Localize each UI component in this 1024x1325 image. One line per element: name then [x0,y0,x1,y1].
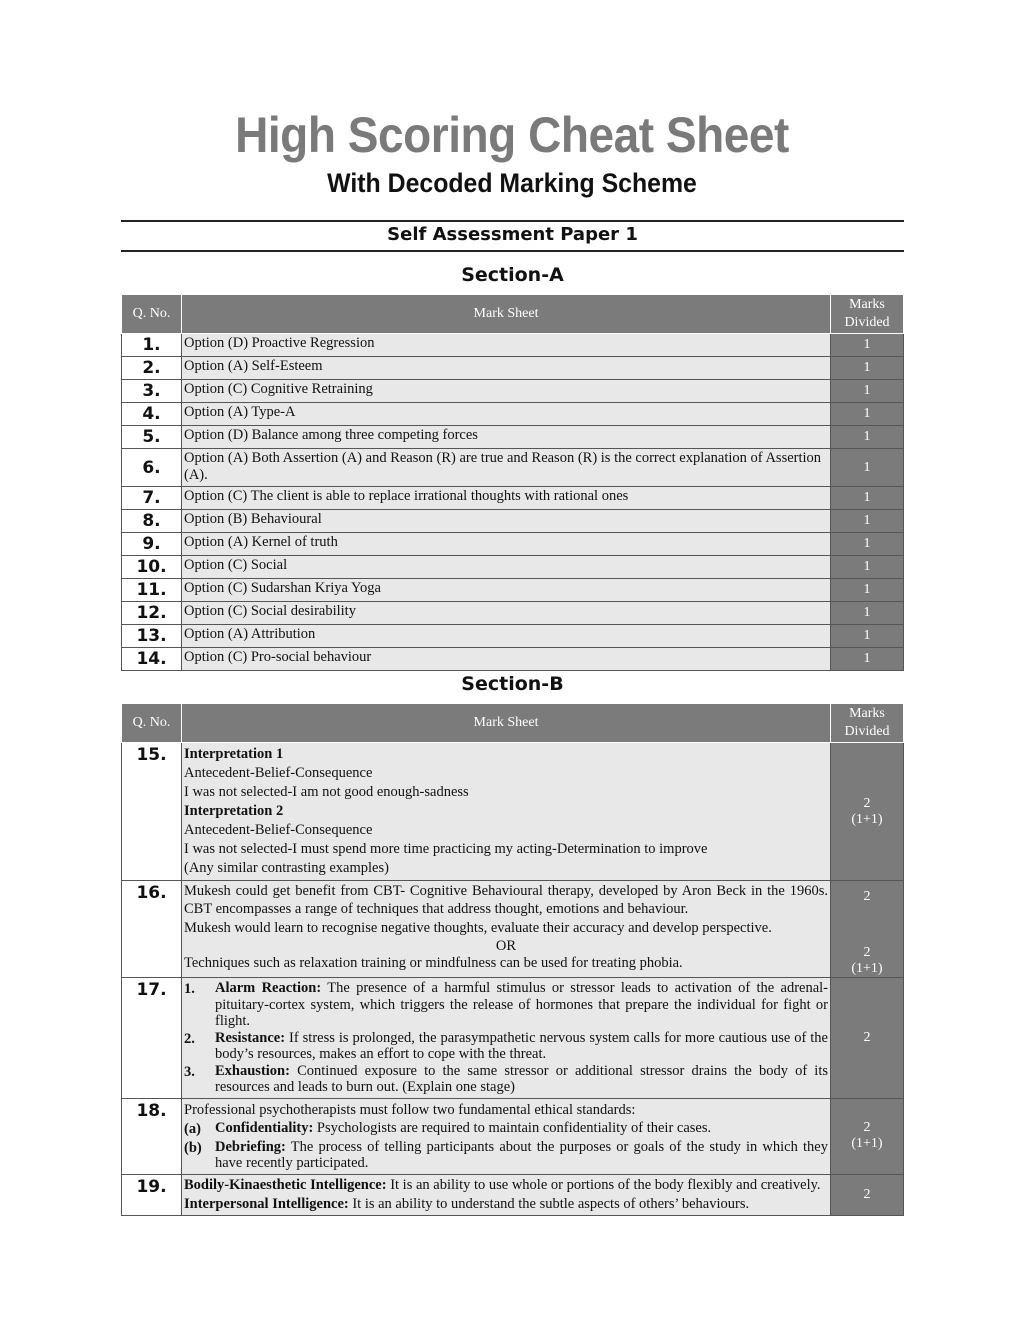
answer-cell [182,743,831,881]
list-item-marker: 3. [184,1063,195,1080]
question-number: 19. [122,1174,182,1215]
intelligence-text: It is an ability to understand the subtle aspects of others’ behaviours. [348,1195,750,1212]
qno-header: Q. No. [122,704,182,743]
answer-note: (Any similar contrasting examples) [184,860,389,876]
table-row [122,380,904,403]
marks-header [831,295,904,334]
question-number: 14. [122,648,182,671]
mark-sheet-header: Mark Sheet [182,704,831,743]
list-item-body: If stress is prolonged, the parasympathetic nervous system calls for more cautious use of the body’s resources, makes an effort to cope with the threat. [215,1029,828,1062]
list-item-text [215,1120,828,1139]
question-number: 6. [122,449,182,487]
list-item-heading: Exhaustion: [215,1062,290,1079]
mark-sheet-header: Mark Sheet [182,295,831,334]
intelligence-text: It is an ability to use whole or portions of the body flexibly and creatively. [386,1176,821,1193]
question-number: 1. [122,334,182,357]
table-row [122,334,904,357]
section-a-header-row [122,295,904,334]
table-row [122,357,904,380]
answer-text: Option (A) Type-A [182,403,831,426]
table-row [122,648,904,671]
marks-value: 2 [863,795,871,811]
question-number: 11. [122,579,182,602]
table-row [122,533,904,556]
table-row-q16 [122,881,904,978]
marks-value: 1 [831,380,904,403]
list-item-body: The process of telling participants about the purposes or goals of the study in which they have recently participated. [215,1138,828,1171]
table-row-q18 [122,1098,904,1174]
question-number: 2. [122,357,182,380]
marks-value: 1 [831,403,904,426]
list-item-text [215,1063,828,1096]
bottom-rule [121,250,904,252]
marks-value: 1 [831,625,904,648]
answer-paragraph [184,1177,828,1194]
list-item-text [215,1030,828,1063]
marks-value: 1 [831,533,904,556]
answer-text: Option (B) Behavioural [182,510,831,533]
table-row [122,579,904,602]
list-item [184,1139,828,1172]
marks-cell [831,1174,904,1215]
answer-paragraph: Mukesh would learn to recognise negative thoughts, evaluate their accuracy and develop perspective. [184,920,772,936]
page-subtitle: With Decoded Marking Scheme [327,168,697,198]
page-title: High Scoring Cheat Sheet [235,107,789,163]
answer-text: Option (D) Balance among three competing forces [182,426,831,449]
list-item-body: The presence of a harmful stimulus or stressor leads to activation of the adrenal-pituitary-cortex system, which triggers the release of hormones that prepare the individual for fight or flight. [215,980,829,1029]
marks-value: 1 [831,556,904,579]
answer-paragraph [184,1196,828,1213]
table-row [122,510,904,533]
answer-cell [182,978,831,1099]
answer-cell [182,1174,831,1215]
answer-text: Option (A) Kernel of truth [182,533,831,556]
list-item-heading: Confidentiality: [215,1119,314,1136]
table-row [122,602,904,625]
marks-value: 2 [863,945,871,960]
list-item-body: Continued exposure to the same stressor or additional stressor drains the body of its resources and leads to burn out. (Explain one stage) [215,1062,828,1095]
marks-value: 1 [831,449,904,487]
answer-text: Option (A) Self-Esteem [182,357,831,380]
paper-title: Self Assessment Paper 1 [387,224,638,245]
marks-cell [831,1098,904,1174]
standards-list [184,1120,828,1172]
answer-cell [182,1098,831,1174]
answer-line: Antecedent-Belief-Consequence [184,765,373,781]
answer-text: Option (C) Social desirability [182,602,831,625]
section-a-table [121,294,904,671]
marks-value: 1 [831,579,904,602]
question-number: 12. [122,602,182,625]
list-item [184,1120,828,1139]
table-row [122,487,904,510]
marks-cell [831,743,904,881]
table-row [122,426,904,449]
question-number: 13. [122,625,182,648]
list-item [184,1063,828,1096]
answer-text: Option (C) Cognitive Retraining [182,380,831,403]
section-b-title: Section-B [461,673,564,695]
list-item-marker: 1. [184,981,195,997]
section-a-title: Section-A [461,264,564,286]
table-row [122,403,904,426]
marks-value: 1 [831,426,904,449]
marks-value: 1 [831,357,904,380]
marks-cell [831,881,904,978]
list-item-body: Psychologists are required to maintain confidentiality of their cases. [313,1119,712,1136]
marks-header-line2: Divided [844,315,890,330]
marks-value: 1 [831,510,904,533]
answer-text: Option (C) Social [182,556,831,579]
answer-line: Antecedent-Belief-Consequence [184,822,373,838]
interpretation-heading: Interpretation 2 [184,803,284,819]
marks-header-line1: Marks [849,706,885,721]
intelligence-heading: Interpersonal Intelligence: [184,1195,349,1212]
answer-text: Option (A) Both Assertion (A) and Reason (R) are true and Reason (R) is the correct explanation of Assertion (A). [182,449,831,487]
or-divider: OR [495,937,517,954]
question-number: 9. [122,533,182,556]
question-number: 17. [122,978,182,1099]
answer-line: I was not selected-I am not good enough-sadness [184,784,469,800]
marks-cell [831,978,904,1099]
list-item-text [215,1139,828,1172]
marks-value: 1 [831,602,904,625]
question-number: 7. [122,487,182,510]
stage-list [184,980,828,1096]
question-number: 3. [122,380,182,403]
question-number: 15. [122,743,182,881]
marks-header-line2: Divided [844,724,890,739]
marks-value: 2 [863,1186,871,1202]
answer-paragraph: Techniques such as relaxation training or mindfulness can be used for treating phobia. [184,955,683,971]
marks-header [831,704,904,743]
marks-split: (1+1) [851,811,883,827]
intelligence-heading: Bodily-Kinaesthetic Intelligence: [184,1176,387,1193]
answer-text: Option (D) Proactive Regression [182,334,831,357]
marks-value: 2 [863,1120,871,1135]
list-item-marker: (a) [184,1120,201,1137]
interpretation-heading: Interpretation 1 [184,746,284,762]
list-item-marker: 2. [184,1030,195,1047]
list-item-heading: Debriefing: [215,1138,286,1155]
answer-intro: Professional psychotherapists must follow two fundamental ethical standards: [184,1101,636,1118]
list-item-heading: Resistance: [215,1029,286,1046]
list-item-heading: Alarm Reaction: [215,980,322,996]
answer-line: I was not selected-I must spend more time practicing my acting-Determination to improve [184,841,708,857]
question-number: 4. [122,403,182,426]
section-b-header-row [122,704,904,743]
marks-value: 2 [863,1029,871,1045]
qno-header: Q. No. [122,295,182,334]
section-b-table [121,703,904,1216]
table-row-q15 [122,743,904,881]
marks-split: (1+1) [851,961,883,976]
list-item-text [215,980,828,1030]
marks-value: 1 [831,334,904,357]
list-item [184,980,828,1030]
question-number: 5. [122,426,182,449]
answer-paragraph: Mukesh could get benefit from CBT- Cognitive Behavioural therapy, developed by Aron Beck in the 1960s. CBT encompasses a range of techniques that address thought, emotions and behaviour. [184,883,828,917]
marks-value: 1 [831,487,904,510]
answer-text: Option (C) Sudarshan Kriya Yoga [182,579,831,602]
answer-text: Option (C) Pro-social behaviour [182,648,831,671]
marks-split: (1+1) [851,1136,883,1151]
table-row-q17 [122,978,904,1099]
answer-cell [182,881,831,978]
question-number: 8. [122,510,182,533]
section-a-body [122,334,904,671]
list-item [184,1030,828,1063]
marks-value: 2 [863,889,871,904]
table-row-q19 [122,1174,904,1215]
table-row [122,625,904,648]
table-row [122,556,904,579]
question-number: 10. [122,556,182,579]
question-number: 16. [122,881,182,978]
list-item-marker: (b) [184,1139,202,1156]
answer-text: Option (A) Attribution [182,625,831,648]
marks-header-line1: Marks [849,297,885,312]
top-rule [121,220,904,222]
marks-value: 1 [831,648,904,671]
question-number: 18. [122,1098,182,1174]
table-row [122,449,904,487]
answer-text: Option (C) The client is able to replace irrational thoughts with rational ones [182,487,831,510]
